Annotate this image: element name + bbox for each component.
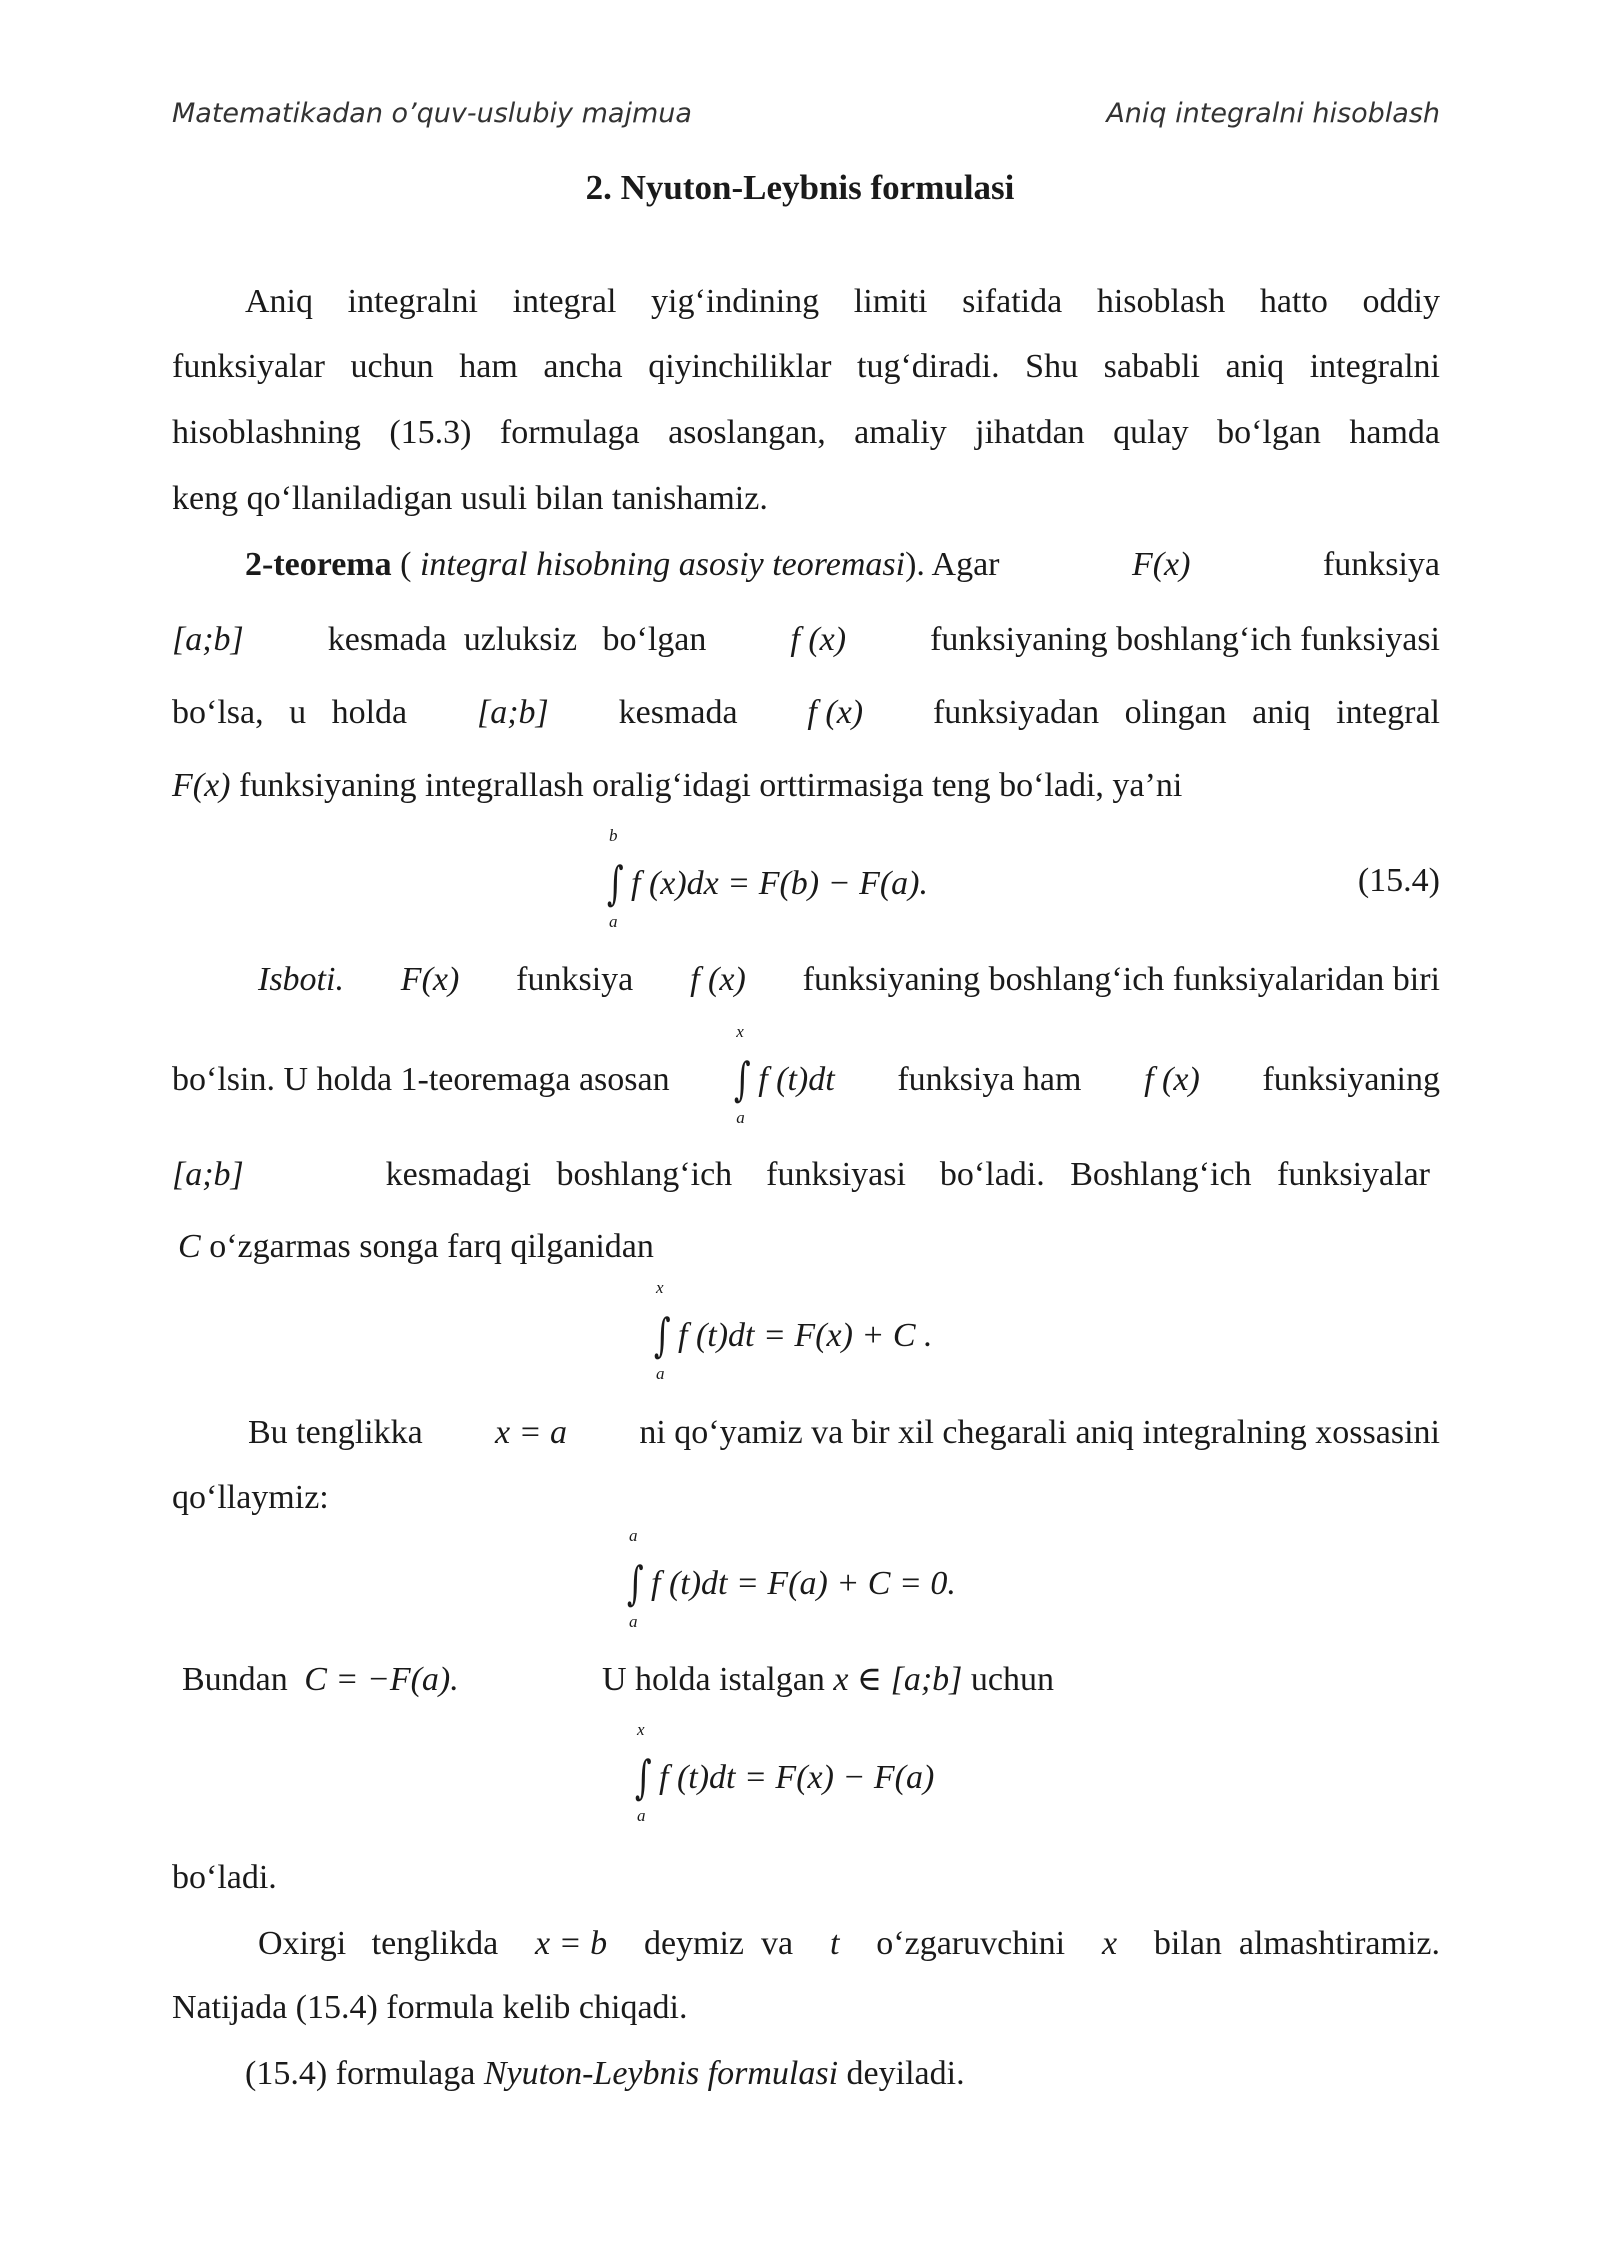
final-text-3: o‘zgaruvchini [876,1925,1066,1962]
formula-name: Nyuton-Leybnis formulasi [483,2055,839,2092]
proof-text-4: funksiya ham [897,1061,1082,1098]
proof-label: Isboti. [258,961,344,998]
sub-line-1 [248,1413,1440,1454]
bundan-text: Bundan [182,1661,288,1698]
integral-sign-3: ∫ a a [627,1526,644,1631]
var-t: t [829,1925,840,1962]
condition-text: U holda istalgan [602,1661,825,1698]
upper-limit-3: a [629,1526,638,1545]
theorem-text-3: funksiyaning boshlang‘ich funksiyasi [930,621,1440,658]
equation-4 [633,1720,935,1825]
constant-C: C [178,1228,201,1265]
interval-ab-3: [a;b] [172,1156,244,1193]
F-x: F(x) [1131,546,1191,583]
theorem-name: integral hisobning asosiy teoremasi [419,546,906,583]
inline-integral-body: f (t)dt [758,1061,835,1098]
lower-limit-2: a [656,1364,665,1383]
intro-line-4: keng qo‘llaniladigan usuli bilan tanishamiz. [172,480,768,517]
theorem-text-1: funksiya [1322,546,1440,583]
theorem-text-4: bo‘lsa, u holda [172,694,408,731]
integral-sign-2: ∫ x a [654,1278,671,1383]
F-x-2: F(x) [172,767,231,804]
var-x: x [1101,1925,1118,1962]
upper-limit-2: x [656,1278,664,1297]
equation-2-body: f (t)dt = F(x) + C . [678,1317,933,1354]
integral-sign: ∫ b a [607,826,624,931]
last-text-2: deyiladi. [838,2055,965,2092]
equation-4-body: f (t)dt = F(x) − F(a) [659,1759,935,1796]
proof-line-4 [178,1227,1446,1268]
f-x-2: f (x) [807,694,864,731]
x-equals-b: x = b [535,1925,608,1962]
x-in-interval: x ∈ [a;b] [833,1661,963,1698]
inline-integral-sign: ∫ x a [734,1022,751,1127]
section-title: 2. Nyuton-Leybnis formulasi [585,168,1015,207]
proof-text-1: funksiya [516,961,634,998]
lower-limit-4: a [637,1806,646,1825]
lower-limit-3: a [629,1612,638,1631]
interval-ab: [a;b] [172,621,244,658]
theorem-line-2 [172,620,1440,661]
final-text-1: Oxirgi tenglikda [258,1925,499,1962]
lower-limit: a [609,912,618,931]
final-line-1 [258,1924,1440,1965]
last-text-1: (15.4) formulaga [245,2055,476,2092]
interval-ab-2: [a;b] [476,694,549,731]
equation-2 [652,1278,933,1383]
f-x: f (x) [790,621,847,658]
C-equation: C = −F(a). [304,1661,459,1698]
uchun-text: uchun [970,1661,1054,1698]
intro-line-3: hisoblashning (15.3) formulaga asoslangan, amaliy jihatdan qulay bo‘lgan hamda [172,414,1440,451]
x-equals-a: x = a [494,1414,568,1451]
theorem-text-2: kesmada uzluksiz bo‘lgan [327,621,707,658]
proof-text-6: kesmadagi boshlang‘ich funksiyasi bo‘ladi. Boshlang‘ich funksiyalar [385,1156,1430,1193]
equation-15-4 [605,826,928,931]
last-line [245,2054,1513,2095]
equation-3 [625,1526,956,1631]
f-x-4: f (x) [1144,1061,1200,1098]
proof-text-5: funksiyaning [1262,1061,1440,1098]
inline-integral [732,1022,835,1127]
proof-text-7: o‘zgarmas songa farq qilganidan [209,1228,654,1265]
sub-text-1: Bu tenglikka [248,1414,423,1451]
final-text-2: deymiz va [643,1925,794,1962]
proof-line-1 [258,960,1440,1001]
theorem-line-3 [172,693,1440,734]
final-line-2: Natijada (15.4) formula kelib chiqadi. [172,1989,688,2026]
sub-text-2: ni qo‘yamiz va bir xil chegarali aniq integralning xossasini [639,1414,1440,1451]
intro-line-1: Aniq integralni integral yig‘indining limiti sifatida hisoblash hatto oddiy [245,283,1440,320]
condition-line [602,1660,1054,1701]
upper-limit: b [609,826,618,845]
theorem-line-1 [245,545,1440,586]
equation-3-body: f (t)dt = F(a) + C = 0. [651,1565,956,1602]
proof-line-3 [172,1155,1430,1196]
equation-number: (15.4) [1357,862,1440,899]
theorem-label: 2-teorema [245,546,392,583]
inline-upper-limit: x [736,1022,744,1041]
theorem-text-7: funksiyaning integrallash oralig‘idagi orttirmasiga teng bo‘ladi, ya’ni [239,767,1183,804]
upper-limit-4: x [637,1720,645,1739]
sub-line-2: qo‘llaymiz: [172,1479,329,1516]
theorem-close: ). Agar [905,546,1000,583]
equation-body: f (x)dx = F(b) − F(a). [631,865,928,902]
f-x-3: f (x) [690,961,746,998]
theorem-text-6: funksiyadan olingan aniq integral [932,694,1440,731]
paren-open: ( [400,546,412,583]
theorem-text-5: kesmada [618,694,738,731]
intro-line-2: funksiyalar uchun ham ancha qiyinchiliklar tug‘diradi. Shu sababli aniq integralni [172,348,1440,385]
proof-line-2 [172,1022,1440,1127]
inline-lower-limit: a [736,1108,745,1127]
theorem-line-4 [172,766,1440,807]
F-x-3: F(x) [400,961,460,998]
integral-sign-4: ∫ x a [635,1720,652,1825]
proof-text-3: bo‘lsin. U holda 1-teoremaga asosan [172,1061,670,1098]
header-left: Matematikadan o’quv-uslubiy majmua [172,98,692,129]
proof-text-2: funksiyaning boshlang‘ich funksiyalaridan biri [802,961,1440,998]
boladi-line: bo‘ladi. [172,1859,277,1896]
final-text-4: bilan almashtiramiz. [1153,1925,1440,1962]
header-right: Aniq integralni hisoblash [1106,98,1440,129]
